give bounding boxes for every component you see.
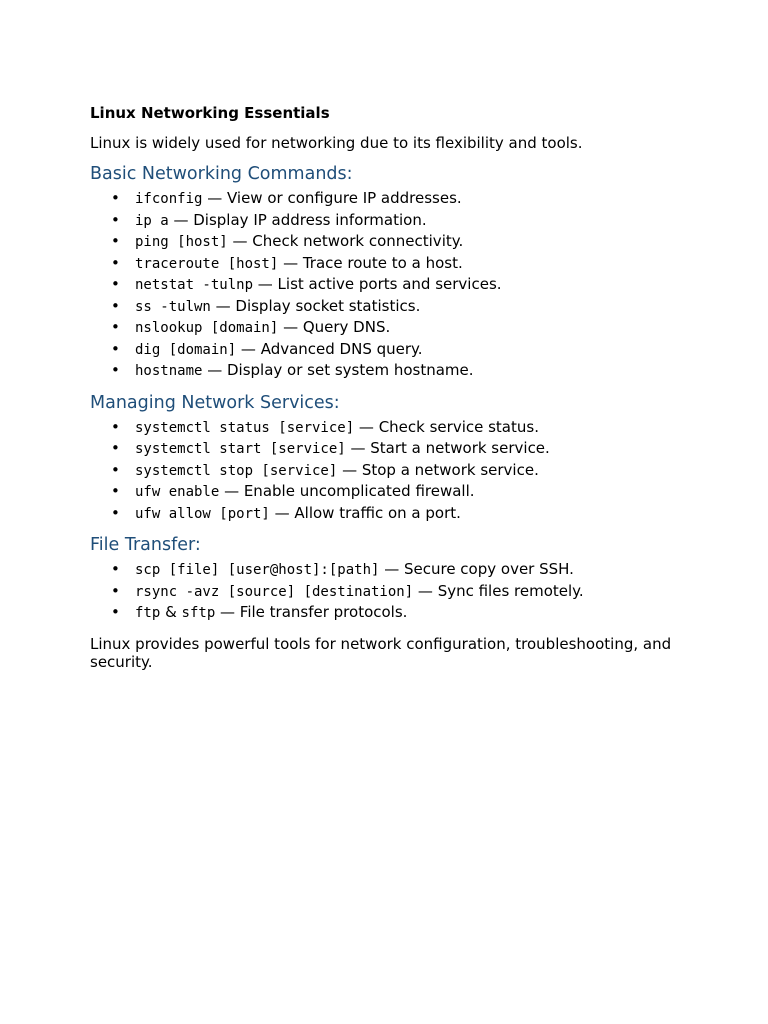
bullet-icon: • [111, 232, 120, 250]
list-item [111, 253, 690, 275]
section-heading: Managing Network Services: [90, 392, 340, 413]
command-code: traceroute [host] [135, 255, 279, 272]
command-description: — Sync files remotely. [413, 581, 584, 600]
list-item [111, 339, 690, 361]
list-item [111, 274, 690, 296]
bullet-icon: • [111, 503, 120, 522]
list-item [111, 231, 690, 253]
command-description: — Stop a network service. [337, 460, 539, 479]
list-item [111, 503, 690, 525]
command-list [90, 559, 690, 624]
command-code: systemctl status [service] [135, 419, 355, 436]
command-code: ufw allow [port] [135, 505, 270, 522]
list-item [111, 481, 690, 503]
list-item [111, 438, 690, 460]
command-code: netstat -tulnp [135, 277, 254, 293]
command-code: hostname [135, 363, 203, 379]
command-description: — Enable uncomplicated firewall. [219, 482, 475, 500]
bullet-icon: • [111, 439, 120, 457]
bullet-icon: • [111, 603, 120, 621]
list-item [111, 460, 690, 482]
command-code: rsync -avz [source] [destination] [135, 583, 414, 600]
list-item [111, 417, 690, 439]
command-description: — Check network connectivity. [227, 232, 464, 250]
bullet-icon: • [111, 189, 120, 207]
command-code: ufw enable [135, 484, 220, 500]
section-heading: Basic Networking Commands: [90, 164, 353, 184]
command-list [90, 417, 690, 525]
intro-paragraph: Linux is widely used for networking due to its flexibility and tools. [90, 134, 583, 152]
list-item [111, 602, 690, 624]
command-description: — Query DNS. [278, 318, 391, 336]
command-description: — Secure copy over SSH. [379, 560, 574, 578]
command-code: nslookup [domain] [135, 320, 279, 336]
command-code: ip a [135, 212, 169, 229]
bullet-icon: • [111, 417, 120, 436]
list-item [111, 188, 690, 210]
bullet-icon: • [111, 581, 120, 600]
command-code: sftp [181, 605, 216, 621]
command-description: — Allow traffic on a port. [269, 503, 461, 522]
command-description: — Display or set system hostname. [202, 361, 474, 379]
sections-container [90, 163, 690, 624]
list-item [111, 581, 690, 603]
command-separator: & [160, 603, 182, 621]
list-item [111, 296, 690, 318]
command-code: ss -tulwn [135, 298, 211, 315]
command-description: — Display IP address information. [168, 210, 427, 229]
command-description: — Check service status. [354, 417, 539, 436]
document-page [90, 103, 690, 671]
list-item [111, 210, 690, 232]
bullet-icon: • [111, 318, 120, 336]
bullet-icon: • [111, 482, 120, 500]
command-code: ifconfig [135, 191, 203, 207]
command-code: scp [file] [user@host]:[path] [135, 562, 380, 578]
bullet-icon: • [111, 210, 120, 229]
command-code: systemctl stop [service] [135, 462, 338, 479]
list-item [111, 559, 690, 581]
command-description: — Display socket statistics. [210, 296, 421, 315]
command-list [90, 188, 690, 382]
list-item [111, 317, 690, 339]
command-description: — List active ports and services. [253, 275, 502, 293]
list-item [111, 360, 690, 382]
command-code: systemctl start [service] [135, 441, 346, 457]
bullet-icon: • [111, 275, 120, 293]
bullet-icon: • [111, 253, 120, 272]
conclusion-paragraph: Linux provides powerful tools for network configuration, troubleshooting, and security. [90, 634, 672, 671]
command-description: — File transfer protocols. [215, 603, 408, 621]
bullet-icon: • [111, 361, 120, 379]
command-code: ping [host] [135, 234, 228, 250]
bullet-icon: • [111, 339, 120, 358]
section-heading: File Transfer: [90, 535, 201, 555]
command-code: dig [domain] [135, 341, 237, 358]
command-description: — Trace route to a host. [278, 253, 463, 272]
bullet-icon: • [111, 460, 120, 479]
bullet-icon: • [111, 560, 120, 578]
bullet-icon: • [111, 296, 120, 315]
command-description: — Advanced DNS query. [236, 339, 423, 358]
command-code: ftp [135, 605, 161, 621]
command-description: — View or configure IP addresses. [202, 189, 462, 207]
command-description: — Start a network service. [345, 439, 550, 457]
document-title: Linux Networking Essentials [90, 104, 330, 122]
